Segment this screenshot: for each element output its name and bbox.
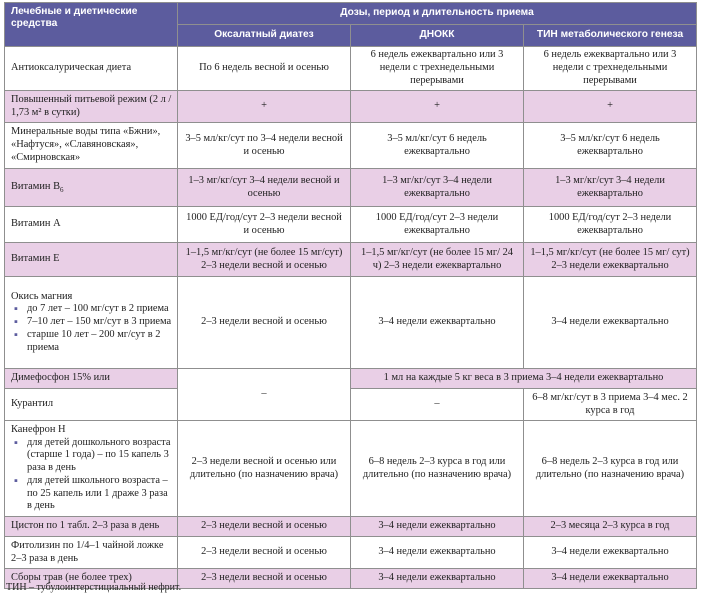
table-row <box>5 537 697 569</box>
row-name: Фитолизин по 1/4–1 чайной ложке 2–3 раза в день <box>5 537 178 569</box>
list-item: ▪ до 7 лет – 100 мг/сут в 2 приема <box>25 303 172 316</box>
header-oxalate: Оксалатный диатез <box>178 25 351 47</box>
row-name: Витамин А <box>5 207 178 243</box>
cell: 3–4 недели ежеквартально <box>351 569 524 589</box>
cell: 1–1,5 мг/кг/сут (не более 15 мг/ сут) 2–3 недели ежеквартально <box>524 243 697 277</box>
cell: 3–4 недели ежеквартально <box>351 517 524 537</box>
table-row <box>5 421 697 517</box>
cell: 3–4 недели ежеквартально <box>524 537 697 569</box>
cell: + <box>524 91 697 123</box>
row-name: Антиоксалурическая диета <box>5 47 178 91</box>
cell: 1000 ЕД/год/сут 2–3 недели ежеквартально <box>524 207 697 243</box>
cell: 3–5 мл/кг/сут по 3–4 недели весной и осенью <box>178 123 351 169</box>
cell: + <box>178 91 351 123</box>
cell: 6–8 недель 2–3 курса в год или длительно (по назначению врача) <box>351 421 524 517</box>
cell: 1000 ЕД/год/сут 2–3 недели весной и осенью <box>178 207 351 243</box>
table-row <box>5 47 697 91</box>
cell: 6–8 мг/кг/сут в 3 приема 3–4 мес. 2 курса в год <box>524 389 697 421</box>
cell: + <box>351 91 524 123</box>
cell: – <box>351 389 524 421</box>
list-item: ▪ для детей дошкольного возраста (старше 1 года) – по 15 капель 3 раза в день <box>25 437 172 475</box>
header-group: Дозы, период и длительность приема <box>178 3 697 25</box>
canephron-list <box>11 437 172 513</box>
vitamin-b-subscript: 6 <box>60 185 64 194</box>
table-row <box>5 169 697 207</box>
cell: 1000 ЕД/год/сут 2–3 недели ежеквартально <box>351 207 524 243</box>
cell: 3–5 мл/кг/сут 6 недель ежеквартально <box>524 123 697 169</box>
table-row <box>5 389 697 421</box>
cell: 1–1,5 мг/кг/сут (не более 15 мг/сут) 2–3 недели весной и осенью <box>178 243 351 277</box>
cell: 3–4 недели ежеквартально <box>524 569 697 589</box>
header-col-name: Лечебные и диетические средства <box>5 3 178 47</box>
cell: 2–3 недели весной и осенью <box>178 517 351 537</box>
row-name: Витамин Е <box>5 243 178 277</box>
header-row-1 <box>5 3 697 25</box>
row-name: Повышенный питьевой режим (2 л / 1,73 м² в сутки) <box>5 91 178 123</box>
cell: 1–1,5 мг/кг/сут (не более 15 мг/ 24 ч) 2–3 недели ежеквартально <box>351 243 524 277</box>
cell: 2–3 месяца 2–3 курса в год <box>524 517 697 537</box>
table-row <box>5 277 697 369</box>
cell: 3–5 мл/кг/сут 6 недель ежеквартально <box>351 123 524 169</box>
table-row <box>5 517 697 537</box>
cell: 1–3 мг/кг/сут 3–4 недели ежеквартально <box>524 169 697 207</box>
cell: 3–4 недели ежеквартально <box>524 277 697 369</box>
row-name: Сборы трав (не более трех) <box>5 569 178 589</box>
row-name: Минеральные воды типа «Бжни», «Нафтуся», «Славяновская», «Смирновская» <box>5 123 178 169</box>
magnesium-title: Окись магния <box>11 290 73 302</box>
row-name <box>5 277 178 369</box>
list-item: ▪ 7–10 лет – 150 мг/сут в 3 приема <box>25 316 172 329</box>
table-row <box>5 207 697 243</box>
cell: 2–3 недели весной и осенью <box>178 569 351 589</box>
table-row <box>5 369 697 389</box>
table-row <box>5 243 697 277</box>
cell: 6 недель ежеквартально или 3 недели с трехнедельными перерывами <box>351 47 524 91</box>
list-item: ▪ старше 10 лет – 200 мг/сут в 2 приема <box>25 329 172 354</box>
list-item: ▪ для детей школьного возраста – по 25 капель или 1 драже 3 раза в день <box>25 475 172 513</box>
cell: По 6 недель весной и осенью <box>178 47 351 91</box>
table-row <box>5 91 697 123</box>
row-name <box>5 169 178 207</box>
row-name <box>5 421 178 517</box>
cell: 3–4 недели ежеквартально <box>351 537 524 569</box>
cell: 1 мл на каждые 5 кг веса в 3 приема 3–4 недели ежеквартально <box>351 369 697 389</box>
treatment-table <box>4 2 697 589</box>
cell: 6–8 недель 2–3 курса в год или длительно (по назначению врача) <box>524 421 697 517</box>
cell: 6 недель ежеквартально или 3 недели с трехнедельными перерывами <box>524 47 697 91</box>
cell: 1–3 мг/кг/сут 3–4 недели весной и осенью <box>178 169 351 207</box>
row-name: Димефосфон 15% или <box>5 369 178 389</box>
row-name: Цистон по 1 табл. 2–3 раза в день <box>5 517 178 537</box>
cell: 2–3 недели весной и осенью <box>178 277 351 369</box>
footnote: ТИН – тубулоинтерстициальный нефрит. <box>6 582 182 593</box>
header-dnokk: ДНОКК <box>351 25 524 47</box>
row-name: Курантил <box>5 389 178 421</box>
cell: 2–3 недели весной и осенью или длительно (по назначению врача) <box>178 421 351 517</box>
canephron-title: Канефрон Н <box>11 424 66 436</box>
cell: 3–4 недели ежеквартально <box>351 277 524 369</box>
table-row <box>5 123 697 169</box>
magnesium-list <box>11 303 172 354</box>
vitamin-b-label: Витамин B <box>11 180 60 192</box>
cell: 2–3 недели весной и осенью <box>178 537 351 569</box>
header-tin: ТИН метаболического генеза <box>524 25 697 47</box>
cell: 1–3 мг/кг/сут 3–4 недели ежеквартально <box>351 169 524 207</box>
cell: – <box>178 369 351 421</box>
